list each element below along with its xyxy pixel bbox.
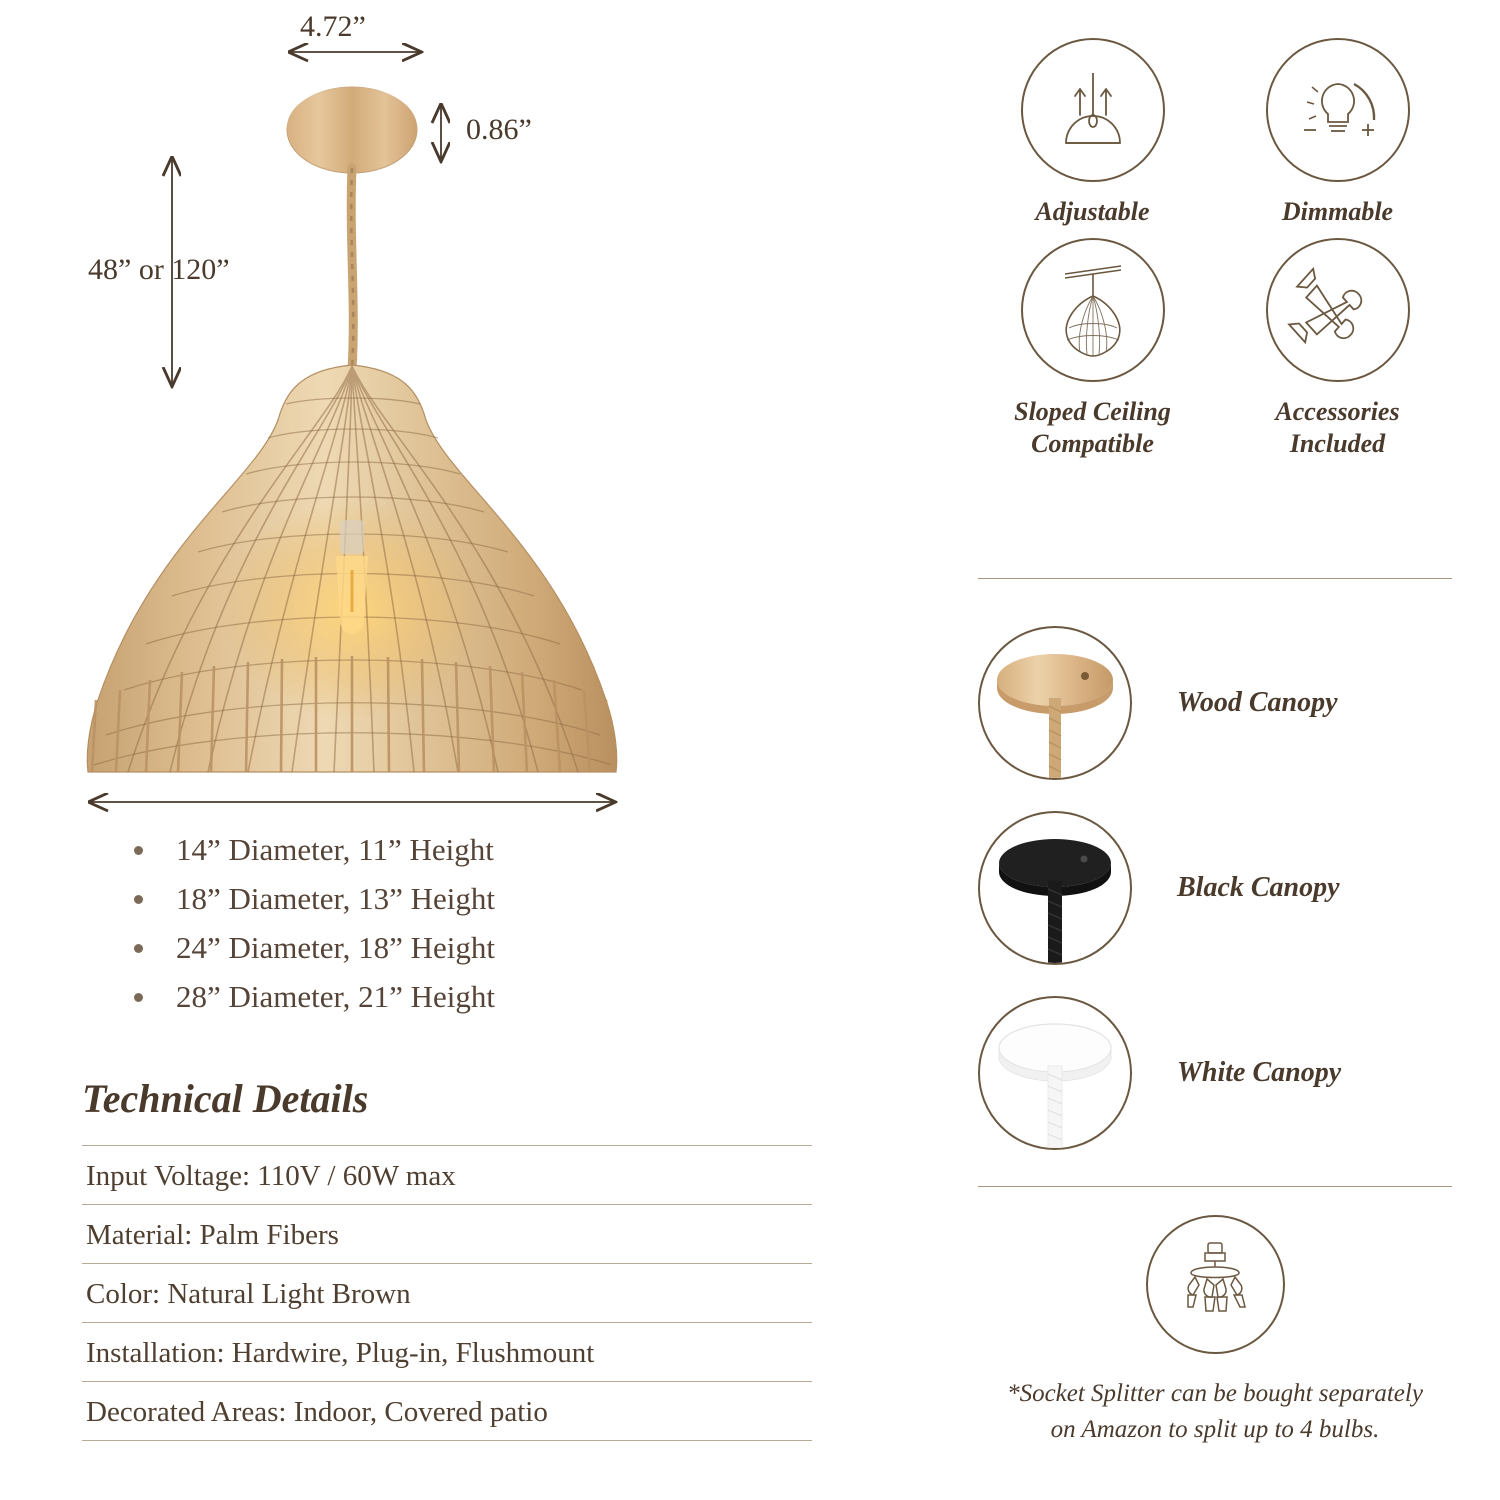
canopy-option-black bbox=[978, 795, 1468, 980]
technical-details-title: Technical Details bbox=[82, 1076, 369, 1121]
right-features-column bbox=[930, 0, 1500, 1500]
adjustable-height-icon bbox=[1021, 38, 1165, 182]
dimmable-bulb-icon bbox=[1266, 38, 1410, 182]
table-row: Input Voltage: 110V / 60W max bbox=[82, 1145, 812, 1205]
divider bbox=[978, 1186, 1452, 1187]
technical-details-table bbox=[82, 1145, 812, 1441]
socket-splitter-icon bbox=[1146, 1215, 1285, 1354]
table-row: Decorated Areas: Indoor, Covered patio bbox=[82, 1382, 812, 1441]
table-row: Color: Natural Light Brown bbox=[82, 1264, 812, 1323]
feature-accessories bbox=[1215, 238, 1460, 460]
feature-label: Adjustable bbox=[1035, 197, 1150, 226]
feature-label-line2: Included bbox=[1289, 429, 1386, 458]
list-item: 14” Diameter, 11” Height bbox=[120, 825, 740, 874]
feature-label bbox=[1275, 396, 1399, 460]
black-canopy-image bbox=[978, 811, 1132, 965]
splitter-note-line1: *Socket Splitter can be bought separately bbox=[1007, 1380, 1423, 1407]
feature-label-line2: Compatible bbox=[1031, 429, 1154, 458]
splitter-note-line2: on Amazon to split up to 4 bulbs. bbox=[1050, 1416, 1380, 1443]
accessories-wrench-icon bbox=[1266, 238, 1410, 382]
canopy-label: Wood Canopy bbox=[1177, 686, 1338, 718]
splitter-note bbox=[965, 1376, 1465, 1448]
canopy-label: White Canopy bbox=[1177, 1056, 1342, 1088]
feature-label bbox=[1014, 396, 1171, 460]
canopy-option-white bbox=[978, 980, 1468, 1165]
cord-length-label: 48” or 120” bbox=[88, 253, 230, 286]
list-item: 18” Diameter, 13” Height bbox=[120, 874, 740, 923]
size-options-list bbox=[120, 825, 740, 1021]
feature-dimmable bbox=[1215, 38, 1460, 228]
canopy-label: Black Canopy bbox=[1177, 871, 1340, 903]
canopy-options-list bbox=[978, 610, 1468, 1165]
sloped-ceiling-icon bbox=[1021, 238, 1165, 382]
canopy-diameter-label: 4.72” bbox=[300, 10, 366, 43]
white-canopy-image bbox=[978, 996, 1132, 1150]
table-row: Installation: Hardwire, Plug-in, Flushmount bbox=[82, 1323, 812, 1382]
canopy-option-wood bbox=[978, 610, 1468, 795]
list-item: 28” Diameter, 21” Height bbox=[120, 972, 740, 1021]
feature-adjustable bbox=[970, 38, 1215, 228]
wood-canopy-image bbox=[978, 626, 1132, 780]
table-row: Material: Palm Fibers bbox=[82, 1205, 812, 1264]
feature-label-line1: Sloped Ceiling bbox=[1014, 397, 1171, 426]
feature-label: Dimmable bbox=[1281, 197, 1394, 226]
feature-sloped-ceiling bbox=[970, 238, 1215, 460]
divider bbox=[978, 578, 1452, 579]
canopy-height-label: 0.86” bbox=[466, 113, 532, 146]
feature-label-line1: Accessories bbox=[1275, 397, 1400, 426]
list-item: 24” Diameter, 18” Height bbox=[120, 923, 740, 972]
feature-grid bbox=[970, 38, 1460, 460]
socket-splitter-section bbox=[930, 1215, 1500, 1448]
